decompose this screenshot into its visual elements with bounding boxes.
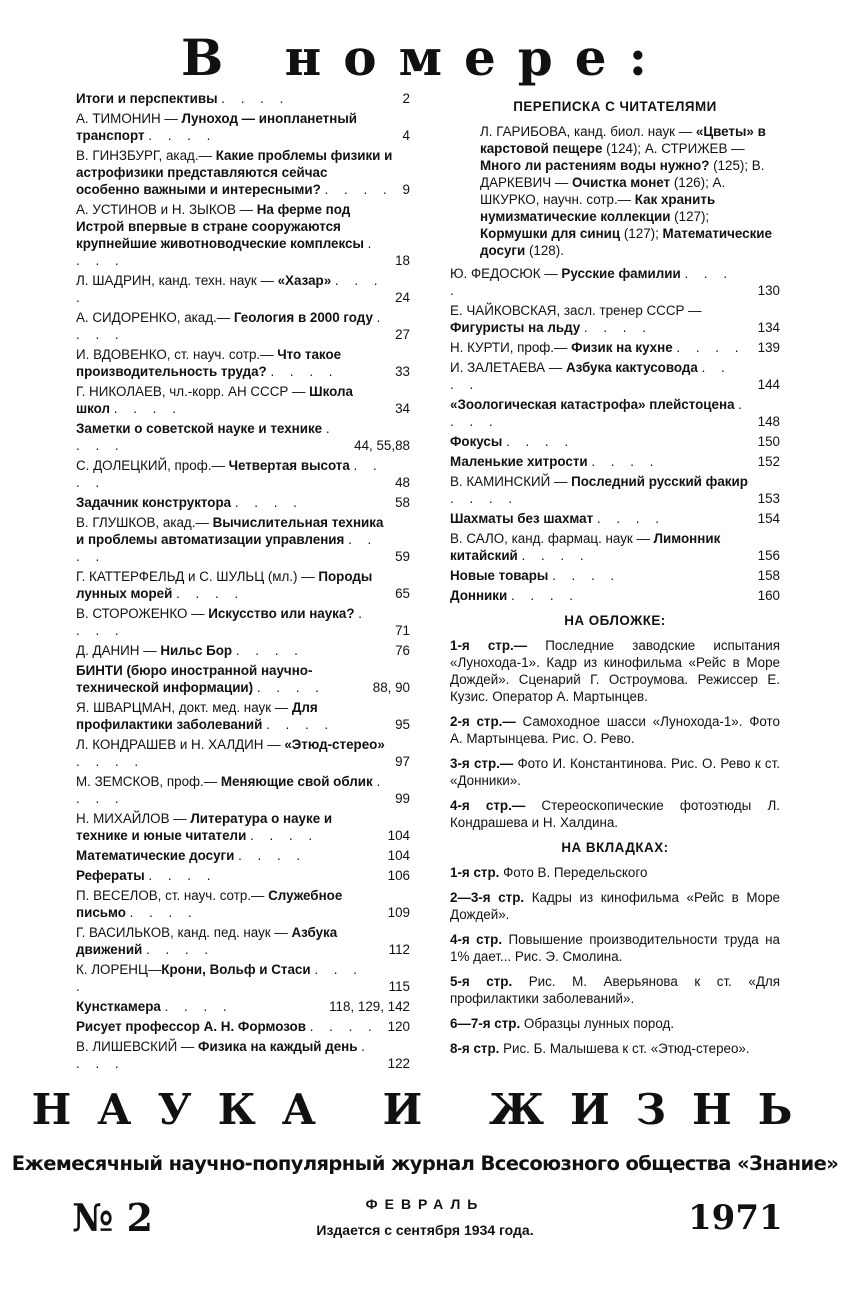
- toc-entry-page: 160: [757, 588, 780, 603]
- toc-entry-title: БИНТИ (бюро иностранной научно-технической информации) . . . .: [76, 663, 325, 695]
- toc-entry: [76, 514, 410, 565]
- toc-entry-page: 115: [388, 979, 410, 994]
- toc-entry-title: Маленькие хитрости . . . .: [450, 454, 660, 469]
- toc-entry: [450, 587, 780, 604]
- toc-entry: [76, 642, 410, 659]
- toc-entry: [76, 1038, 410, 1072]
- toc-entry: [450, 530, 780, 564]
- issue-month: ФЕВРАЛЬ: [365, 1196, 485, 1212]
- toc-entry-page: 156: [757, 548, 780, 563]
- cover-note-text: Стереоскопические фотоэтюды Л. Кондрашева и Н. Халдина.: [450, 798, 780, 830]
- toc-entry-title: Е. ЧАЙКОВСКАЯ, засл. тренер СССР — Фигуристы на льду . . . .: [450, 303, 702, 335]
- toc-entry: [450, 396, 780, 430]
- toc-entry-page: 4: [402, 128, 410, 143]
- toc-entry-page: 139: [757, 340, 780, 355]
- toc-entry: [76, 847, 410, 864]
- insert-note-text: Фото В. Передельского: [503, 865, 648, 880]
- toc-entry-page: 118, 129, 142: [329, 999, 410, 1014]
- insert-note: [450, 1040, 780, 1057]
- toc-entry-title: С. ДОЛЕЦКИЙ, проф.— Четвертая высота . . . .: [76, 458, 383, 490]
- toc-entry: [76, 887, 410, 921]
- toc-entry: [450, 567, 780, 584]
- toc-entry-page: 122: [387, 1056, 410, 1071]
- insert-note: [450, 931, 780, 965]
- insert-note: [450, 1015, 780, 1032]
- toc-entry: [450, 265, 780, 299]
- toc-entry-title: Н. КУРТИ, проф.— Физик на кухне . . . .: [450, 340, 745, 355]
- toc-entry: [76, 867, 410, 884]
- cover-note-label: 3-я стр.—: [450, 756, 518, 771]
- insert-note-label: 5-я стр.: [450, 974, 529, 989]
- toc-entry-title: Кунсткамера . . . .: [76, 999, 233, 1014]
- toc-entry-page: 65: [395, 586, 410, 601]
- toc-entry-page: 58: [395, 495, 410, 510]
- magazine-subtitle: Ежемесячный научно-популярный журнал Всесоюзного общества «Знание»: [11, 1152, 839, 1175]
- cover-note: [450, 797, 780, 831]
- cover-note-text: Самоходное шасси «Лунохода-1». Фото А. Мартынцева. Рис. О. Рево.: [450, 714, 780, 746]
- toc-entry-title: В. ЛИШЕВСКИЙ — Физика на каждый день . . . .: [76, 1039, 371, 1071]
- cover-note: [450, 637, 780, 705]
- insert-note: [450, 864, 780, 881]
- toc-entry-title: Рефераты . . . .: [76, 868, 217, 883]
- toc-entry-page: 59: [395, 549, 410, 564]
- toc-entry-title: А. ТИМОНИН — Луноход — инопланетный транспорт . . . .: [76, 111, 357, 143]
- toc-entry: [76, 998, 410, 1015]
- toc-entry-page: 24: [395, 290, 410, 305]
- cover-note-label: 1-я стр.—: [450, 638, 546, 653]
- issue-number: № 2: [72, 1195, 153, 1240]
- toc-entry-page: 144: [757, 377, 780, 392]
- cover-section-title: НА ОБЛОЖКЕ:: [564, 613, 666, 628]
- toc-entry-title: В. САЛО, канд. фармац. наук — Лимонник китайский . . . .: [450, 531, 721, 563]
- toc-entry-page: 18: [395, 253, 410, 268]
- toc-entry: [76, 662, 410, 696]
- toc-entry-title: В. СТОРОЖЕНКО — Искусство или наука? . . . .: [76, 606, 368, 638]
- toc-entry-page: 153: [757, 491, 780, 506]
- toc-entry-page: 48: [395, 475, 410, 490]
- toc-entry: [76, 272, 410, 306]
- toc-entry-page: 27: [395, 327, 410, 342]
- toc-entry: [76, 605, 410, 639]
- toc-entry: [76, 736, 410, 770]
- insert-note-label: 2—3-я стр.: [450, 890, 532, 905]
- insert-note-text: Образцы лунных пород.: [523, 1016, 675, 1031]
- toc-entry-page: 106: [387, 868, 410, 883]
- toc-entry-title: Фокусы . . . .: [450, 434, 575, 449]
- toc-entry: [76, 90, 410, 107]
- toc-entry-title: А. СИДОРЕНКО, акад.— Геология в 2000 году . . . .: [76, 310, 387, 342]
- toc-entry-page: 109: [387, 905, 410, 920]
- toc-entry: [76, 568, 410, 602]
- toc-entry-page: 88, 90: [372, 680, 410, 695]
- inserts-section-title: НА ВКЛАДКАХ:: [561, 840, 669, 855]
- toc-entry-title: Л. КОНДРАШЕВ и Н. ХАЛДИН — «Этюд-стерео» . . . .: [76, 737, 385, 769]
- cover-list: [450, 637, 780, 831]
- toc-entry: [76, 147, 410, 198]
- toc-entry: [76, 773, 410, 807]
- insert-note-text: Рис. Б. Малышева к ст. «Этюд-стерео».: [503, 1041, 750, 1056]
- toc-right-column: [450, 90, 780, 1065]
- toc-entry-title: Донники . . . .: [450, 588, 580, 603]
- toc-entry-page: 152: [757, 454, 780, 469]
- toc-entry: [76, 201, 410, 269]
- magazine-title: НАУКА И ЖИЗНЬ: [31, 1085, 819, 1134]
- toc-entry-page: 130: [757, 283, 780, 298]
- toc-entry-title: Я. ШВАРЦМАН, докт. мед. наук — Для профилактики заболеваний . . . .: [76, 700, 335, 732]
- toc-entry-title: «Зоологическая катастрофа» плейстоцена . . . .: [450, 397, 748, 429]
- toc-entry-title: В. ГЛУШКОВ, акад.— Вычислительная техника и проблемы автоматизации управления . . . .: [76, 515, 384, 564]
- toc-right-list: [450, 265, 780, 604]
- toc-entry-title: К. ЛОРЕНЦ—Крони, Вольф и Стаси . . . .: [76, 962, 363, 994]
- letters-section-text: Л. ГАРИБОВА, канд. биол. наук — «Цветы» в карстовой пещере (124); А. СТРИЖЕВ — Много ли растениям воды нужно? (125); В. ДАРКЕВИЧ — Очистка монет (126); А. ШКУРКО, научн. сотр.— Как хранить нумизматические коллекции (127); Кормушки для синиц (127); Математические досуги (128).: [480, 124, 772, 258]
- toc-entry: [450, 473, 780, 507]
- toc-entry: [76, 810, 410, 844]
- insert-note-label: 4-я стр.: [450, 932, 509, 947]
- insert-note: [450, 973, 780, 1007]
- toc-entry-page: 104: [387, 848, 410, 863]
- letters-section-title: ПЕРЕПИСКА С ЧИТАТЕЛЯМИ: [513, 99, 717, 114]
- toc-entry-page: 112: [388, 942, 410, 957]
- insert-note-text: Рис. М. Аверьянова к ст. «Для профилактики заболеваний».: [450, 974, 780, 1006]
- insert-note-label: 6—7-я стр.: [450, 1016, 524, 1031]
- toc-entry: [450, 433, 780, 450]
- toc-entry-title: А. УСТИНОВ и Н. ЗЫКОВ — На ферме под Истрой впервые в стране сооружаются крупнейшие животноводческие комплексы . . . .: [76, 202, 378, 268]
- toc-entry-title: Заметки о советской науке и технике . . . .: [76, 421, 336, 453]
- toc-entry-title: В. ГИНЗБУРГ, акад.— Какие проблемы физики и астрофизики представляются сейчас особенно важными и интересными? . . . .: [76, 148, 393, 197]
- cover-note-text: Последние заводские испытания «Лунохода-1». Кадр из кинофильма «Рейс в Море Дождей». Сценарий Г. Остроумова. Режиссер Е. Кузис. Оператор А. Мартынцев.: [450, 638, 780, 704]
- toc-entry: [76, 346, 410, 380]
- toc-entry-title: Г. НИКОЛАЕВ, чл.-корр. АН СССР — Школа школ . . . .: [76, 384, 353, 416]
- toc-entry-page: 104: [387, 828, 410, 843]
- issue-year: 1971: [688, 1198, 783, 1238]
- toc-entry-title: Ю. ФЕДОСЮК — Русские фамилии . . . .: [450, 266, 734, 298]
- toc-entry: [76, 1018, 410, 1035]
- toc-entry: [76, 457, 410, 491]
- toc-entry-title: В. КАМИНСКИЙ — Последний русский факир . . . .: [450, 474, 748, 506]
- toc-entry-page: 150: [757, 434, 780, 449]
- toc-entry: [76, 420, 410, 454]
- toc-entry-page: 44, 55,88: [354, 438, 410, 453]
- toc-entry: [76, 383, 410, 417]
- insert-note-label: 8-я стр.: [450, 1041, 504, 1056]
- toc-entry-title: И. ЗАЛЕТАЕВА — Азбука кактусовода . . . .: [450, 360, 731, 392]
- toc-entry-title: Новые товары . . . .: [450, 568, 621, 583]
- cover-note: [450, 713, 780, 747]
- toc-entry-page: 95: [395, 717, 410, 732]
- toc-entry-title: П. ВЕСЕЛОВ, ст. науч. сотр.— Служебное письмо . . . .: [76, 888, 343, 920]
- toc-entry-page: 71: [395, 623, 410, 638]
- toc-entry: [76, 699, 410, 733]
- toc-entry-page: 158: [757, 568, 780, 583]
- toc-entry-title: Д. ДАНИН — Нильс Бор . . . .: [76, 643, 304, 658]
- published-since: Издается с сентября 1934 года.: [316, 1222, 534, 1238]
- toc-entry: [76, 924, 410, 958]
- toc-entry: [76, 309, 410, 343]
- toc-entry-title: И. ВДОВЕНКО, ст. науч. сотр.— Что такое производительность труда? . . . .: [76, 347, 342, 379]
- toc-entry-title: Г. КАТТЕРФЕЛЬД и С. ШУЛЬЦ (мл.) — Породы лунных морей . . . .: [76, 569, 373, 601]
- insert-note-text: Кадры из кинофильма «Рейс в Море Дождей».: [450, 890, 780, 922]
- cover-note-label: 4-я стр.—: [450, 798, 542, 813]
- inserts-list: [450, 864, 780, 1057]
- toc-entry: [76, 494, 410, 511]
- toc-entry-page: 99: [395, 791, 410, 806]
- toc-entry-page: 97: [395, 754, 410, 769]
- toc-entry: [76, 961, 410, 995]
- toc-entry-page: 134: [757, 320, 780, 335]
- insert-note: [450, 889, 780, 923]
- toc-entry-page: 33: [395, 364, 410, 379]
- toc-entry: [76, 110, 410, 144]
- toc-entry-page: 34: [395, 401, 410, 416]
- toc-entry-page: 2: [402, 91, 410, 106]
- toc-entry-title: Г. ВАСИЛЬКОВ, канд. пед. наук — Азбука движений . . . .: [76, 925, 338, 957]
- toc-entry: [450, 453, 780, 470]
- toc-entry: [450, 359, 780, 393]
- toc-entry: [450, 302, 780, 336]
- toc-entry-page: 120: [387, 1019, 410, 1034]
- toc-entry-title: Математические досуги . . . .: [76, 848, 307, 863]
- page-heading: В номере:: [180, 28, 670, 87]
- toc-entry-title: Н. МИХАЙЛОВ — Литература о науке и технике и юные читатели . . . .: [76, 811, 333, 843]
- toc-entry-page: 9: [402, 182, 410, 197]
- toc-entry-title: М. ЗЕМСКОВ, проф.— Меняющие свой облик . . . .: [76, 774, 387, 806]
- toc-entry: [450, 510, 780, 527]
- cover-note: [450, 755, 780, 789]
- toc-entry: [450, 339, 780, 356]
- toc-entry-page: 76: [395, 643, 410, 658]
- toc-entry-title: Итоги и перспективы . . . .: [76, 91, 290, 106]
- toc-entry-page: 148: [757, 414, 780, 429]
- toc-entry-title: Шахматы без шахмат . . . .: [450, 511, 665, 526]
- toc-left-column: [76, 90, 410, 1075]
- toc-entry-title: Рисует профессор А. Н. Формозов . . . .: [76, 1019, 378, 1034]
- insert-note-text: Повышение производительности труда на 1% дает... Рис. Э. Смолина.: [450, 932, 780, 964]
- toc-entry-page: 154: [757, 511, 780, 526]
- toc-entry-title: Задачник конструктора . . . .: [76, 495, 303, 510]
- insert-note-label: 1-я стр.: [450, 865, 504, 880]
- toc-entry-title: Л. ШАДРИН, канд. техн. наук — «Хазар» . . . .: [76, 273, 384, 305]
- cover-note-text: Фото И. Константинова. Рис. О. Рево к ст. «Донники».: [450, 756, 780, 788]
- cover-note-label: 2-я стр.—: [450, 714, 523, 729]
